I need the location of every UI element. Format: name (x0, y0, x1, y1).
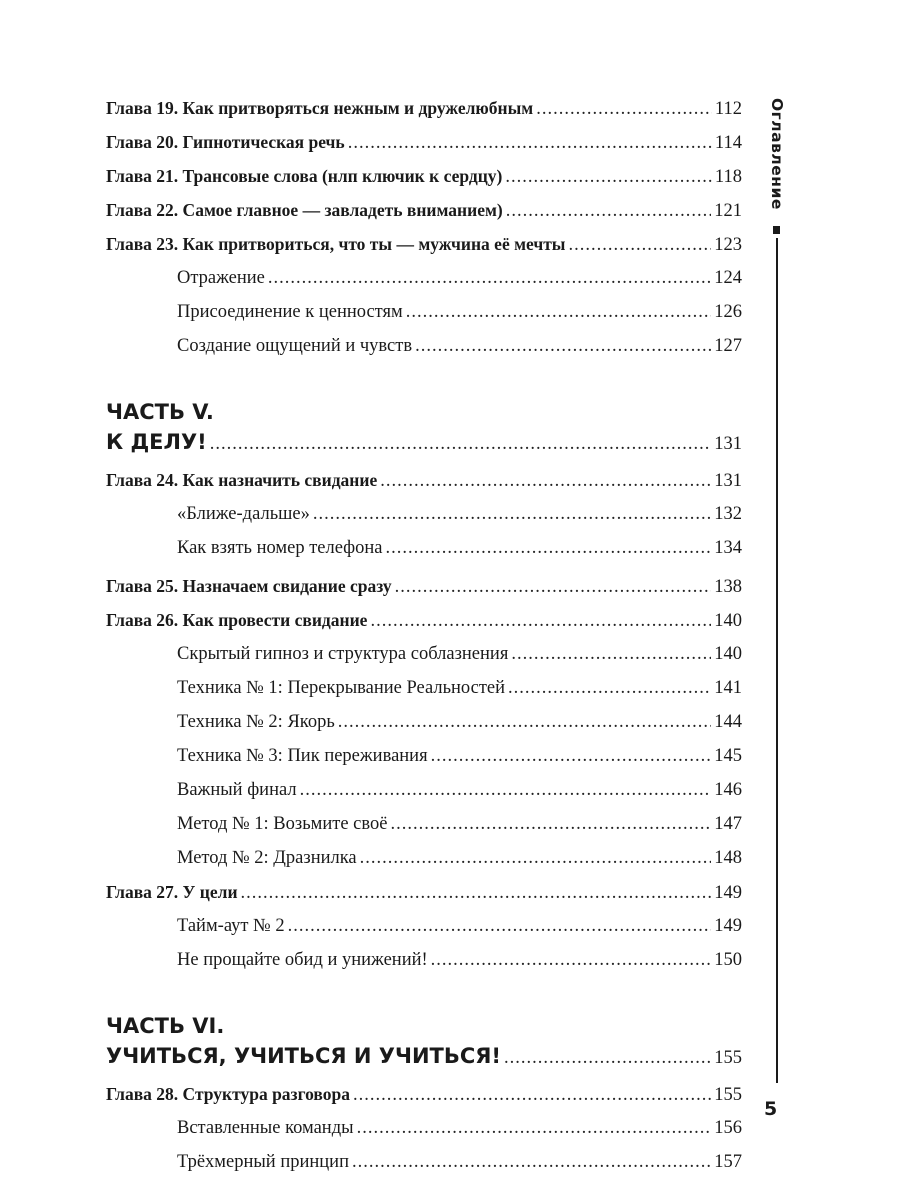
toc-entry-chapter-28: Глава 28. Структура разговора ..... 155 (106, 1084, 742, 1118)
toc-entry-section: Техника № 1: Перекрывание Реальностей ..... 141 (106, 678, 742, 712)
header-rule (776, 238, 778, 1083)
toc-entry-section: Метод № 1: Возьмите своё ..... 147 (106, 814, 742, 848)
toc-entry-chapter-19: Глава 19. Как притворяться нежным и дружелюбным ..... 112 (106, 98, 742, 132)
part-5 (106, 394, 742, 984)
header-marker-square (773, 226, 780, 234)
toc-entry-chapter-21: Глава 21. Трансовые слова (нлп ключик к сердцу) ..... 118 (106, 166, 742, 200)
toc-entry-chapter-27: Глава 27. У цели ..... 149 (106, 882, 742, 916)
toc-entry-chapter-23: Глава 23. Как притвориться, что ты — мужчина её мечты ..... 123 (106, 234, 742, 268)
toc-entry-section: Скрытый гипноз и структура соблазнения ..... 140 (106, 644, 742, 678)
toc-entry-chapter-25: Глава 25. Назначаем свидание сразу ..... 138 (106, 576, 742, 610)
toc-entry-section: «Ближе-дальше» ..... 132 (106, 504, 742, 538)
toc-entry-section: Отражение ..... 124 (106, 268, 742, 302)
running-header-title: Оглавление (768, 98, 786, 210)
toc-entry-section: Трёхмерный принцип ..... 157 (106, 1152, 742, 1186)
toc-entry-chapter-24: Глава 24. Как назначить свидание ..... 131 (106, 470, 742, 504)
part-6 (106, 1008, 742, 1186)
toc-entry-section: Как взять номер телефона ..... 134 (106, 538, 742, 572)
toc-entry-section: Тайм-аут № 2 ..... 149 (106, 916, 742, 950)
page-number: 5 (764, 1098, 778, 1120)
toc-entry-chapter-22: Глава 22. Самое главное — завладеть вниманием) ..... 121 (106, 200, 742, 234)
running-header (764, 98, 790, 1083)
part-6-title-line2: УЧИТЬСЯ, УЧИТЬСЯ И УЧИТЬСЯ! ..... 155 (106, 1044, 742, 1080)
toc-entry-section: Присоединение к ценностям ..... 126 (106, 302, 742, 336)
toc-entry-section: Метод № 2: Дразнилка ..... 148 (106, 848, 742, 882)
toc-entry-section: Вставленные команды ..... 156 (106, 1118, 742, 1152)
toc-entry-section: Не прощайте обид и унижений! ..... 150 (106, 950, 742, 984)
toc-entry-section: Создание ощущений и чувств ..... 127 (106, 336, 742, 370)
toc-entry-chapter-26: Глава 26. Как провести свидание ..... 140 (106, 610, 742, 644)
toc-entry-section: Техника № 3: Пик переживания ..... 145 (106, 746, 742, 780)
table-of-contents (106, 98, 742, 1186)
part-5-title-line1: ЧАСТЬ V. (106, 400, 214, 424)
toc-entry-section: Важный финал ..... 146 (106, 780, 742, 814)
part-6-title-line1: ЧАСТЬ VI. (106, 1014, 225, 1038)
part-5-title-line2: К ДЕЛУ! ..... 131 (106, 430, 742, 466)
toc-entry-chapter-20: Глава 20. Гипнотическая речь ..... 114 (106, 132, 742, 166)
toc-entry-section: Техника № 2: Якорь ..... 144 (106, 712, 742, 746)
